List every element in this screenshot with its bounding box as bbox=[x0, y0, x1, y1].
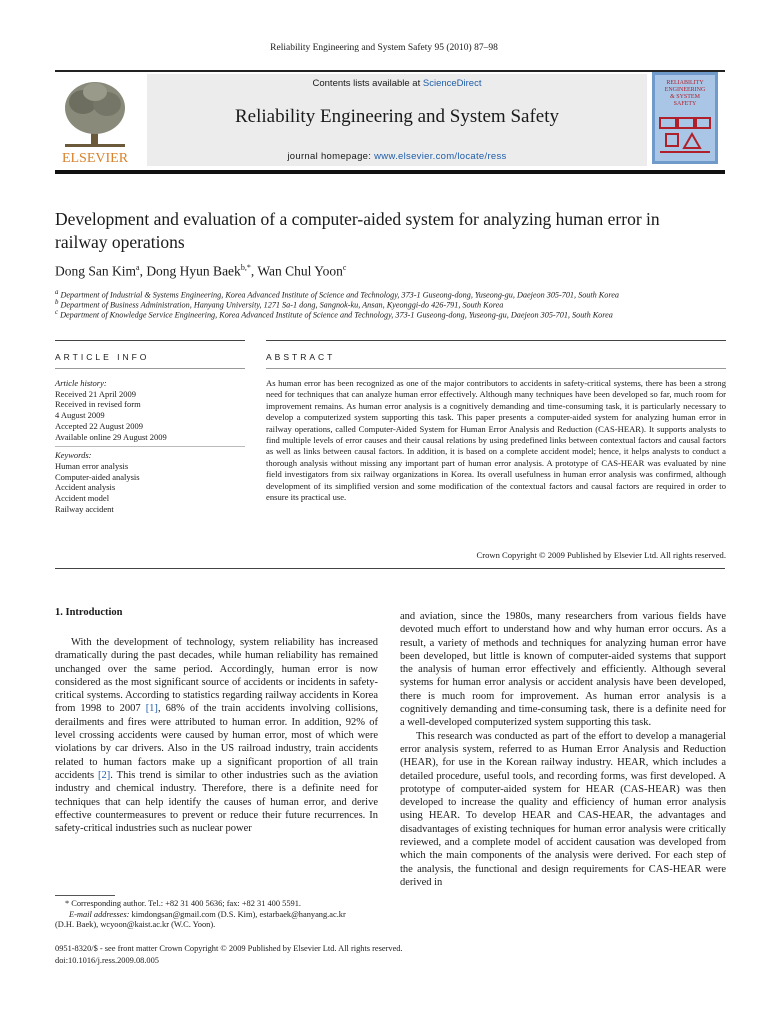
keyword[interactable]: Human error analysis bbox=[55, 460, 129, 471]
keywords-divider bbox=[55, 446, 245, 447]
section-heading-introduction: 1. Introduction bbox=[55, 607, 123, 618]
cover-line-3: & SYSTEM bbox=[670, 94, 700, 100]
article-title: Development and evaluation of a computer-aided system for analyzing human error in railway operations bbox=[55, 209, 660, 252]
elsevier-wordmark: ELSEVIER bbox=[61, 151, 129, 166]
abstract-top-rule bbox=[266, 340, 726, 341]
affiliation-text: Department of Industrial & Systems Engineering, Korea Advanced Institute of Science and Technology, 373-1 Guseong-dong, Yuseong-gu, Daejeon 305-701, South Korea bbox=[60, 290, 619, 300]
journal-cover bbox=[652, 72, 718, 164]
affiliation-text: Department of Business Administration, Hanyang University, 1271 Sa-1 dong, Sangnok-ku, Ansan, Kyeonggi-do 426-791, South Korea bbox=[60, 300, 504, 310]
history-item: Received 21 April 2009 bbox=[55, 388, 136, 399]
abstract-bottom-rule bbox=[55, 568, 725, 569]
contents-prefix: Contents lists available at bbox=[312, 78, 423, 89]
right-column bbox=[400, 610, 726, 889]
abstract-divider bbox=[266, 368, 726, 369]
paragraph bbox=[55, 636, 378, 835]
author-list: Dong San Kim$^a$, Dong Hyun Baek$^{b,*}$, Wan Chul Yoon$^c$ bbox=[55, 263, 347, 279]
homepage-link[interactable]: www.elsevier.com/locate/ress bbox=[374, 151, 507, 162]
banner-box bbox=[147, 74, 647, 166]
email-line-2[interactable]: (D.H. Baek), wcyoon@kaist.ac.kr (W.C. Yoon). bbox=[55, 920, 216, 930]
abstract-heading: ABSTRACT bbox=[266, 352, 336, 362]
bottom-info bbox=[55, 943, 403, 966]
top-rule bbox=[55, 70, 725, 72]
homepage-prefix: journal homepage: bbox=[287, 151, 375, 162]
footnote bbox=[55, 899, 385, 931]
history-item: Available online 29 August 2009 bbox=[55, 431, 167, 442]
abstract-text: As human error has been recognized as one of the major contributors to accidents in safety-critical systems, there has been a strong need for techniques that can analyze human error effectively. Although many techniques have been developed so far, much room for improvement remains. As human error analysis is a cognitively demanding and time-consuming task, it is particularly necessary to develop a computerized system supporting this task. This paper presents a computer-aided system for analyzing human error in railway operations, called Computer-Aided System for Human Error Analysis and Reduction (CAS-HEAR). It supports analysts to find multiple levels of error causes and their causal relations by using predefined links between contextual factors and causal factors as well as links between causal factors. In addition, it is based on a complete accident model; hence, it helps analysts to conduct a thorough analysis without missing any important part of human error analysis. A prototype of CAS-HEAR was evaluated by nine field investigators from six railway organizations in Korea. Its overall usefulness in human error analysis was confirmed, although development of its simplified version and some modification of the contextual factors and causal factors are required in order to ensure its practical use. bbox=[266, 378, 726, 503]
affiliation-text: Department of Knowledge Service Engineering, Korea Advanced Institute of Science and Technology, 373-1 Guseong-dong, Yuseong-gu, Daejeon 305-701, South Korea bbox=[60, 310, 613, 320]
sciencedirect-link[interactable]: ScienceDirect bbox=[422, 78, 482, 89]
footnote-rule bbox=[55, 895, 115, 896]
article-info bbox=[55, 378, 245, 514]
cover-line-2: ENGINEERING bbox=[664, 87, 706, 93]
article-info-top-rule bbox=[55, 340, 245, 341]
article-info-heading: ARTICLE INFO bbox=[55, 352, 150, 362]
author-name[interactable]: Dong San Kim bbox=[55, 263, 136, 279]
keyword[interactable]: Accident model bbox=[55, 493, 110, 504]
cover-line-1: RELIABILITY bbox=[666, 80, 704, 86]
keyword[interactable]: Computer-aided analysis bbox=[55, 471, 140, 482]
corresponding-author: * Corresponding author. Tel.: +82 31 400 5636; fax: +82 31 400 5591. bbox=[65, 899, 301, 908]
running-head: Reliability Engineering and System Safety 95 (2010) 87–98 bbox=[270, 43, 498, 53]
citation-link[interactable]: [1] bbox=[145, 703, 158, 715]
author-name[interactable]: Dong Hyun Baek bbox=[146, 263, 241, 279]
paragraph-text: , 68% of the train accidents involving collisions, derailments and fires were attributed to human error. In addition, 92% of level crossing accidents were caused by human error, most of which were violations by car drivers. Also in the US railroad industry, train accidents related to human factors make up a significant proportion of all train accidents bbox=[55, 703, 378, 781]
journal-banner bbox=[55, 74, 725, 166]
history-label: Article history: bbox=[55, 378, 107, 388]
email-line bbox=[55, 910, 385, 921]
cover-line-4: SAFETY bbox=[673, 101, 697, 107]
issn-line: 0951-8320/$ - see front matter Crown Copyright © 2009 Published by Elsevier Ltd. All rights reserved. bbox=[55, 944, 403, 953]
author-affil-sup: b,* bbox=[240, 263, 251, 272]
article-info-divider bbox=[55, 368, 245, 369]
keywords-label: Keywords: bbox=[55, 450, 92, 461]
paragraph: This research was conducted as part of the effort to develop a managerial error analysis system, referred to as Human Error Analysis and Reduction (HEAR), for use in the Korean railway industry. HEAR, which includes a detailed procedure, useful tools, and recording forms, was first developed. A prototype of computer-aided system for HEAR (CAS-HEAR) was then developed to increase the quality and efficiency of human error analysis using HEAR. To develop HEAR and CAS-HEAR, the advantages and disadvantages of existing techniques for human error analysis were critically reviewed, and a complete model of accident causation was developed from which the main components of the analysis were derived. For each step of the analysis, the functional and design requirements for CAS-HEAR were derived in bbox=[400, 730, 726, 888]
affiliation-sup: c bbox=[55, 309, 59, 316]
affiliation-sup: a bbox=[55, 289, 59, 296]
doi-line[interactable]: doi:10.1016/j.ress.2009.08.005 bbox=[55, 955, 159, 965]
abstract-copyright: Crown Copyright © 2009 Published by Elsevier Ltd. All rights reserved. bbox=[476, 550, 726, 560]
paragraph: and aviation, since the 1980s, many researchers from various fields have devoted much effort to understand how and why human error occurs. As a result, a variety of methods and techniques for analyzing human error have been developed, but little is known of computer-aided systems that support the analysis of human error effectively and efficiently. Although several systems for human error analysis or accident analysis have been developed, there is much room for improvement. As human error analysis is a cognitively demanding and time-consuming task, there is a definite need for a well-developed computerized system supporting this task. bbox=[400, 611, 726, 729]
left-column bbox=[55, 636, 378, 835]
author-affil-sup: a bbox=[136, 263, 140, 272]
author-affil-sup: c bbox=[342, 263, 347, 272]
affiliation-sup: b bbox=[55, 299, 59, 306]
homepage-line bbox=[147, 151, 647, 162]
author-name[interactable]: Wan Chul Yoon bbox=[257, 263, 343, 279]
history-item: 4 August 2009 bbox=[55, 410, 105, 421]
history-item: Accepted 22 August 2009 bbox=[55, 420, 144, 431]
affiliation bbox=[55, 309, 613, 320]
history-item: Received in revised form bbox=[55, 399, 141, 410]
email-label: E-mail addresses: bbox=[69, 909, 130, 919]
header-thick-rule bbox=[55, 170, 725, 174]
citation-link[interactable]: [2] bbox=[98, 769, 111, 781]
journal-title: Reliability Engineering and System Safety bbox=[235, 106, 559, 127]
paragraph-text: With the development of technology, system reliability has increased dramatically during the past decades, while human reliability has remained unchanged over the same period. Accordingly, human error is now considered as the most significant source of accidents or incidents in safety-critical systems. According to statistics regarding railway accidents in Korea from 1998 to 2007 bbox=[55, 637, 378, 715]
email-addresses[interactable]: kimdongsan@gmail.com (D.S. Kim), estarbaek@hanyang.ac.kr bbox=[129, 909, 346, 919]
keyword[interactable]: Accident analysis bbox=[55, 482, 116, 493]
keyword[interactable]: Railway accident bbox=[55, 503, 114, 514]
contents-line bbox=[147, 78, 647, 89]
paragraph-text: . This trend is similar to other industries such as the aviation industry and chemical industry. Therefore, there is a definite need for techniques that can help identify the causes of human error, and derive effective countermeasures to prevent or reduce their future recurrences. In safety-critical industries such as nuclear power bbox=[55, 769, 378, 835]
